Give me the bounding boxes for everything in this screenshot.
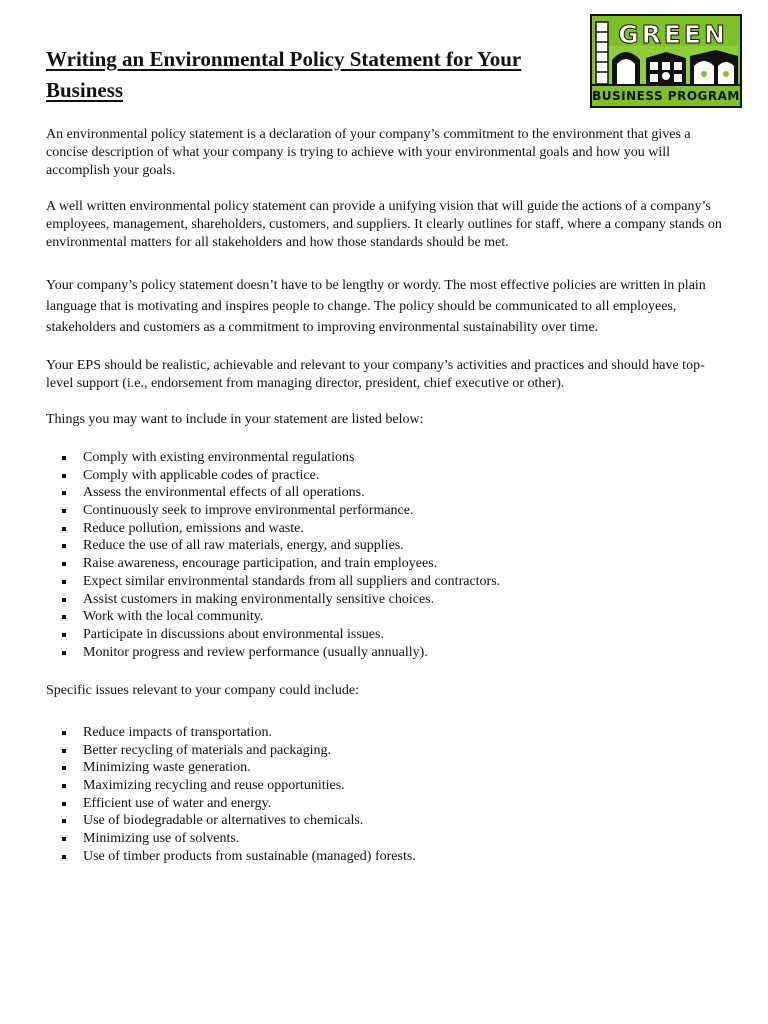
list-item: Expect similar environmental standards from all suppliers and contractors. bbox=[62, 573, 702, 591]
specific-issues-list bbox=[62, 724, 702, 866]
paragraph-include-intro: Things you may want to include in your statement are listed below: bbox=[46, 412, 424, 427]
list-item: Participate in discussions about environmental issues. bbox=[62, 626, 702, 644]
green-business-program-logo bbox=[590, 14, 742, 108]
paragraph-eps-support: Your EPS should be realistic, achievable and relevant to your company’s activities and practices and should have top-level support (i.e., endorsement from managing director, president, chief executive or other). bbox=[46, 358, 705, 391]
include-list bbox=[62, 449, 702, 661]
list-item: Minimizing use of solvents. bbox=[62, 830, 702, 848]
list-item: Reduce impacts of transportation. bbox=[62, 724, 702, 742]
list-item: Assess the environmental effects of all operations. bbox=[62, 484, 702, 502]
list-item: Raise awareness, encourage participation, and train employees. bbox=[62, 555, 702, 573]
document-title: Writing an Environmental Policy Statement for Your Business bbox=[46, 47, 522, 102]
list-item: Monitor progress and review performance (usually annually). bbox=[62, 644, 702, 662]
list-item: Comply with existing environmental regulations bbox=[62, 449, 702, 467]
paragraph-plain-language: Your company’s policy statement doesn’t have to be lengthy or wordy. The most effective policies are written in plain language that is motivating and inspires people to change. The policy should be communicated to all employees, stakeholders and customers as a commitment to improving environmental sustainability over time. bbox=[46, 278, 706, 335]
list-item: Assist customers in making environmentally sensitive choices. bbox=[62, 591, 702, 609]
list-item: Efficient use of water and energy. bbox=[62, 795, 702, 813]
list-item: Use of biodegradable or alternatives to chemicals. bbox=[62, 812, 702, 830]
list-item: Reduce the use of all raw materials, energy, and supplies. bbox=[62, 537, 702, 555]
list-item: Work with the local community. bbox=[62, 608, 702, 626]
list-item: Maximizing recycling and reuse opportunities. bbox=[62, 777, 702, 795]
paragraph-vision: A well written environmental policy statement can provide a unifying vision that will guide the actions of a company’s employees, management, shareholders, customers, and suppliers. It clearly outlines for staff, where a company stands on environmental matters for all stakeholders and how those standards should be met. bbox=[46, 199, 722, 250]
logo-top-text: GREEN bbox=[618, 20, 728, 49]
list-item: Reduce pollution, emissions and waste. bbox=[62, 520, 702, 538]
list-item: Continuously seek to improve environmental performance. bbox=[62, 502, 702, 520]
list-item: Better recycling of materials and packaging. bbox=[62, 742, 702, 760]
list-item: Comply with applicable codes of practice. bbox=[62, 467, 702, 485]
list-item: Minimizing waste generation. bbox=[62, 759, 702, 777]
logo-bottom-text: BUSINESS PROGRAM bbox=[592, 84, 740, 106]
list-item: Use of timber products from sustainable (managed) forests. bbox=[62, 848, 702, 866]
paragraph-specific-intro: Specific issues relevant to your company could include: bbox=[46, 683, 359, 698]
paragraph-intro: An environmental policy statement is a declaration of your company’s commitment to the environment that gives a concise description of what your company is trying to achieve with your environmental goals and how you will accomplish your goals. bbox=[46, 127, 691, 178]
